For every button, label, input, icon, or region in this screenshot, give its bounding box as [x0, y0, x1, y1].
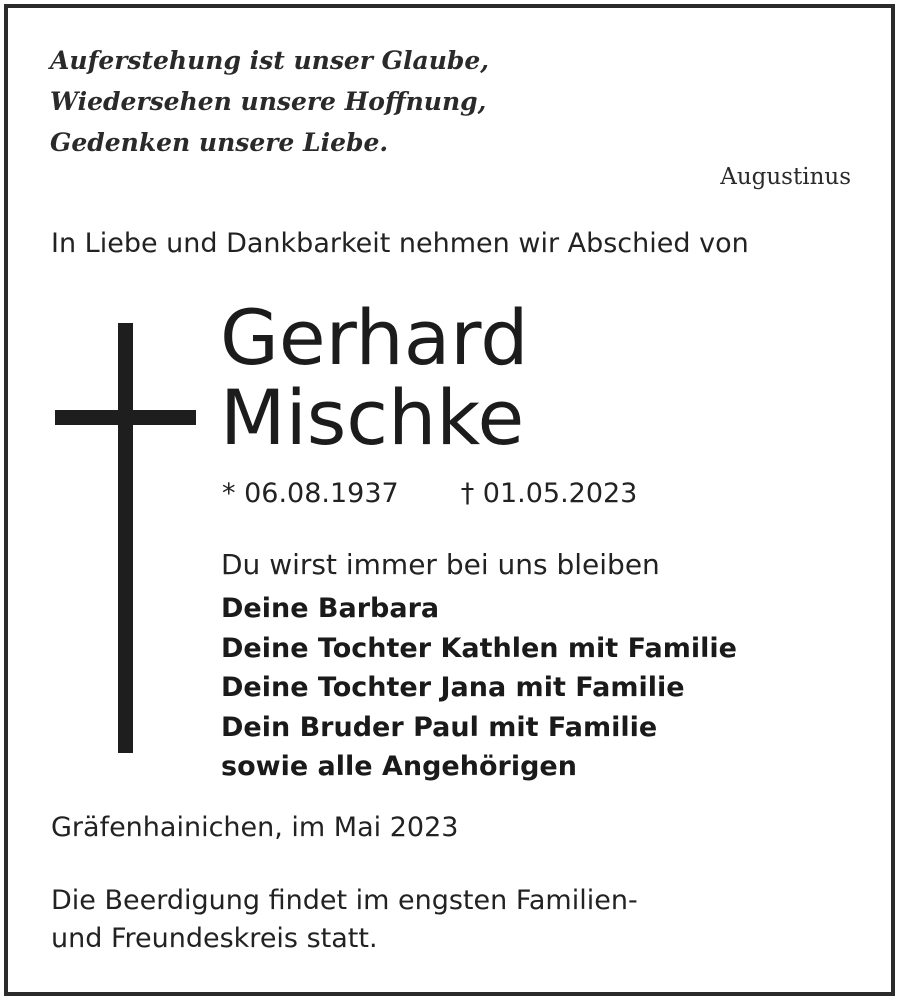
quote	[50, 40, 489, 163]
funeral-note-line: Die Beerdigung findet im engsten Familien-	[51, 885, 638, 916]
quote-author: Augustinus	[720, 164, 851, 190]
last-name: Mischke	[220, 373, 525, 462]
mourner-item: Deine Barbara	[221, 593, 440, 624]
funeral-note	[51, 882, 638, 958]
life-dates	[222, 478, 637, 509]
mourner-item: Deine Tochter Jana mit Familie	[221, 672, 685, 704]
first-name: Gerhard	[220, 293, 529, 382]
quote-line: Auferstehung ist unser Glaube,	[50, 46, 489, 75]
mourner-item: sowie alle Angehörigen	[221, 751, 577, 783]
motto-text: Du wirst immer bei uns bleiben	[221, 548, 660, 581]
place-date: Gräfenhainichen, im Mai 2023	[51, 812, 459, 843]
mourner-item: Dein Bruder Paul mit Familie	[221, 711, 658, 743]
funeral-note-line: und Freundeskreis statt.	[51, 923, 378, 954]
mourners-list	[221, 589, 737, 787]
birth-date: * 06.08.1937	[222, 478, 399, 509]
cross-horizontal-bar	[55, 410, 196, 425]
intro-text: In Liebe und Dankbarkeit nehmen wir Abschied von	[51, 228, 749, 259]
cross-vertical-bar	[118, 323, 133, 753]
quote-line: Wiedersehen unsere Hoffnung,	[50, 87, 487, 116]
deceased-name	[220, 293, 529, 462]
mourner-item: Deine Tochter Kathlen mit Familie	[221, 632, 737, 664]
quote-line: Gedenken unsere Liebe.	[50, 128, 389, 157]
death-date: † 01.05.2023	[460, 478, 638, 509]
